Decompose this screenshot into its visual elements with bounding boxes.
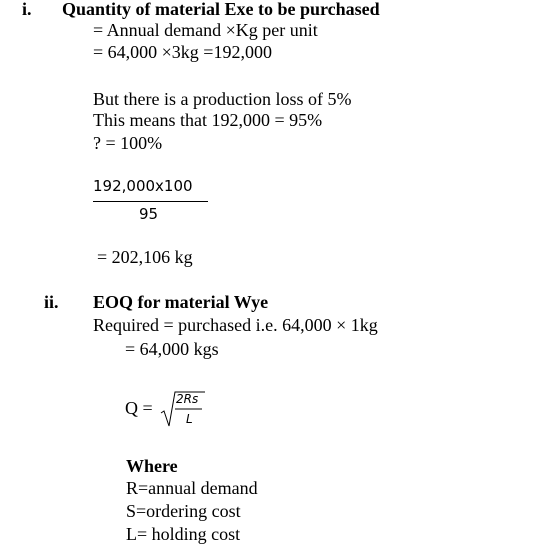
fraction-bar [93,201,208,202]
part1-loss-line-3: ? = 100% [93,133,163,153]
fraction-numerator: 192,000x100 [93,177,193,195]
part2-line-2: = 64,000 kgs [125,339,219,359]
definition-l: L= holding cost [126,524,241,544]
definition-r: R=annual demand [126,478,258,498]
part1-line-1: = Annual demand ×Kg per unit [93,20,318,40]
part1-result: = 202,106 kg [97,247,193,267]
part2-line-1: Required = purchased i.e. 64,000 × 1kg [93,315,378,335]
where-label: Where [126,456,178,476]
part1-heading: Quantity of material Exe to be purchased [62,0,380,19]
part1-line-2: = 64,000 ×3kg =192,000 [93,42,272,62]
formula-denominator: L [186,412,193,426]
part2-heading: EOQ for material Wye [93,292,269,312]
part1-loss-line-1: But there is a production loss of 5% [93,89,352,109]
definition-s: S=ordering cost [126,501,241,521]
part2-marker: ii. [44,292,59,312]
fraction-denominator: 95 [139,205,159,223]
formula-numerator: 2Rs [176,392,199,406]
formula-lhs: Q = [125,398,153,418]
part1-loss-line-2: This means that 192,000 = 95% [93,110,323,130]
part1-marker: i. [22,0,32,19]
